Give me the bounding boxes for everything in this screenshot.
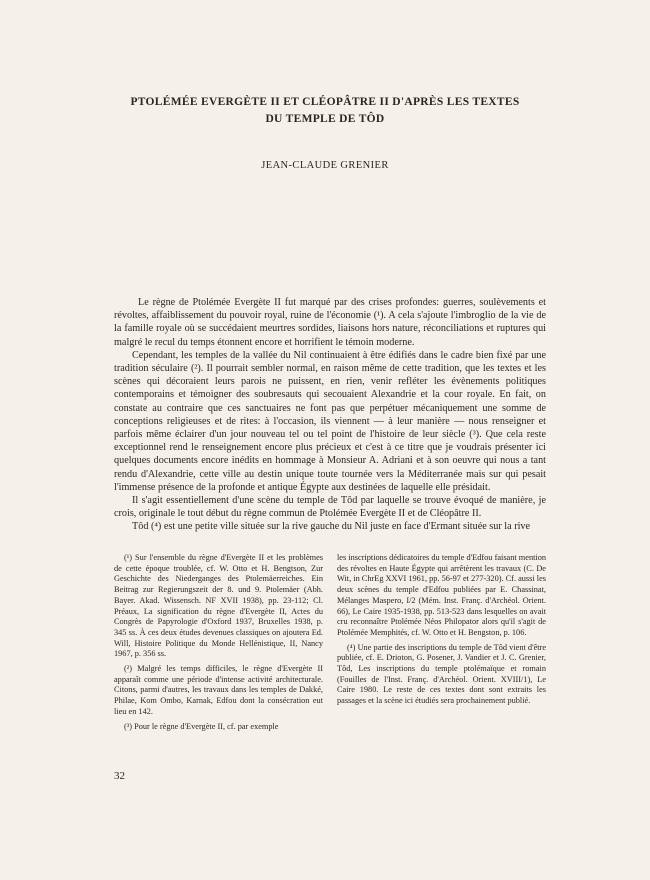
article-title — [60, 94, 590, 128]
page-number: 32 — [114, 770, 125, 782]
paragraph-4: Tôd (⁴) est une petite ville située sur la rive gauche du Nil juste en face d'Ermant située sur la rive — [132, 521, 531, 533]
footnotes-right-column — [337, 553, 546, 736]
paragraph-1: Le règne de Ptolémée Evergète II fut marqué par des crises profondes: guerres, soulèvements et révoltes, affaiblissement du pouvoir royal, ruine de l'économie (¹). A cela s'ajoute l'imbroglio de la vie de la famille royale où se succédaient meurtres sordides, liaisons hors nature, réconciliations et ruptures qui malgré le recul du temps étonnent encore et horrifient le témoin moderne. — [114, 297, 546, 348]
footnote-3-start: (³) Pour le règne d'Evergète II, cf. par exemple — [124, 721, 279, 731]
footnote-1: (¹) Sur l'ensemble du règne d'Evergète II et les problèmes de cette époque troublée, cf. W. Otto et H. Bengtson, Zur Geschichte des Niederganges des Ptolemäerreiches. Ein Beitrag zur Regierungszeit der 8. und 9. Ptolemäer (Abh. Bayer. Akad. Wissensch. NF XVII 1938), pp. 23-112; Cl. Préaux, La signification du règne d'Evergète II, Actes du Congrès de Papyrologie d'Oxford 1937, Bruxelles 1938, p. 345 ss. À ces deux études devenues classiques on ajoutera Ed. Will, Histoire Politique du Monde Hellénistique, II, Nancy 1967, p. 356 ss. — [114, 553, 323, 659]
paragraph-2: Cependant, les temples de la vallée du Nil continuaient à être édifiés dans le cadre bien fixé par une tradition séculaire (²). Il pourrait sembler normal, en raison même de cette tradition, que les textes et les scènes qui décoraient leurs parois ne puissent, en rien, venir refléter les évènements politiques contemporains et témoigner des soubresauts qui secouaient Alexandrie et la cour royale. En fait, on constate au contraire que ces sanctuaires ne font pas que perpétuer mécaniquement une somme de conceptions religieuses et de rites: à l'occasion, ils viennent — à leur manière — nous renseigner et parfois même éclairer d'un jour nouveau tel ou tel point de l'histoire de leur siècle (³). Que cela reste exceptionnel rend le renseignement encore plus précieux et c'est à ce titre que je voudrais présenter ici quelques documents encore inédits en hommage à Monsieur A. Adriani et à son oeuvre qui nous a tant rendu d'Alexandrie, cette ville au destin unique toute tournée vers la Méditerranée mais sur qui pesait l'immense présence de la profonde et antique Égypte aux destinées de laquelle elle présidait. — [114, 349, 546, 493]
article-title-line-2: DU TEMPLE DE TÔD — [265, 113, 385, 125]
footnotes-left-column — [114, 553, 323, 736]
article-title-line-1: PTOLÉMÉE EVERGÈTE II ET CLÉOPÂTRE II D'APRÈS LES TEXTES — [130, 96, 520, 108]
footnote-4: (⁴) Une partie des inscriptions du temple de Tôd vient d'être publiée, cf. E. Drioton, G. Posener, J. Vandier et J. C. Grenier, Tôd, Les inscriptions du temple ptolémaïque et romain (Fouilles de l'Inst. Franç. d'Archéol. Orient. XVIII/1), Le Caire 1980. Le reste de ces textes dont sont extraits les passages et la scène ici étudiés sera prochainement publié. — [337, 642, 546, 706]
footnote-3-continued: les inscriptions dédicatoires du temple d'Edfou faisant mention des révoltes en Haute Égypte qui arrêtèrent les travaux (C. De Wit, in ChrEg XXVI 1961, pp. 56-97 et 277-320). Cf. aussi les deux scènes du temple d'Edfou publiées par E. Chassinat, Mélanges Maspero, I/2 (Mém. Inst. Franç. d'Archéol. Orient. 66), Le Caire 1935-1938, pp. 513-523 dans lesquelles on avait cru reconnaître Ptolémée Néos Philopator alors qu'il s'agit de Ptolémée Memphités, cf. W. Otto et H. Bengston, p. 106. — [337, 553, 546, 637]
footnotes — [114, 553, 546, 736]
body-text — [114, 296, 546, 534]
footnote-2: (²) Malgré les temps difficiles, le règne d'Evergète II apparaît comme une période d'intense activité architecturale. Citons, parmi d'autres, les travaux dans les temples de Dakké, Philae, Kom Ombo, Karnak, Edfou dont la consécration eut lieu en 142. — [114, 664, 323, 716]
paragraph-3: Il s'agit essentiellement d'une scène du temple de Tôd par laquelle se trouve évoqué de manière, je crois, originale le tout début du règne commun de Ptolémée Evergète II et de Cléopâtre II. — [114, 495, 546, 520]
article-author: JEAN-CLAUDE GRENIER — [261, 160, 389, 171]
